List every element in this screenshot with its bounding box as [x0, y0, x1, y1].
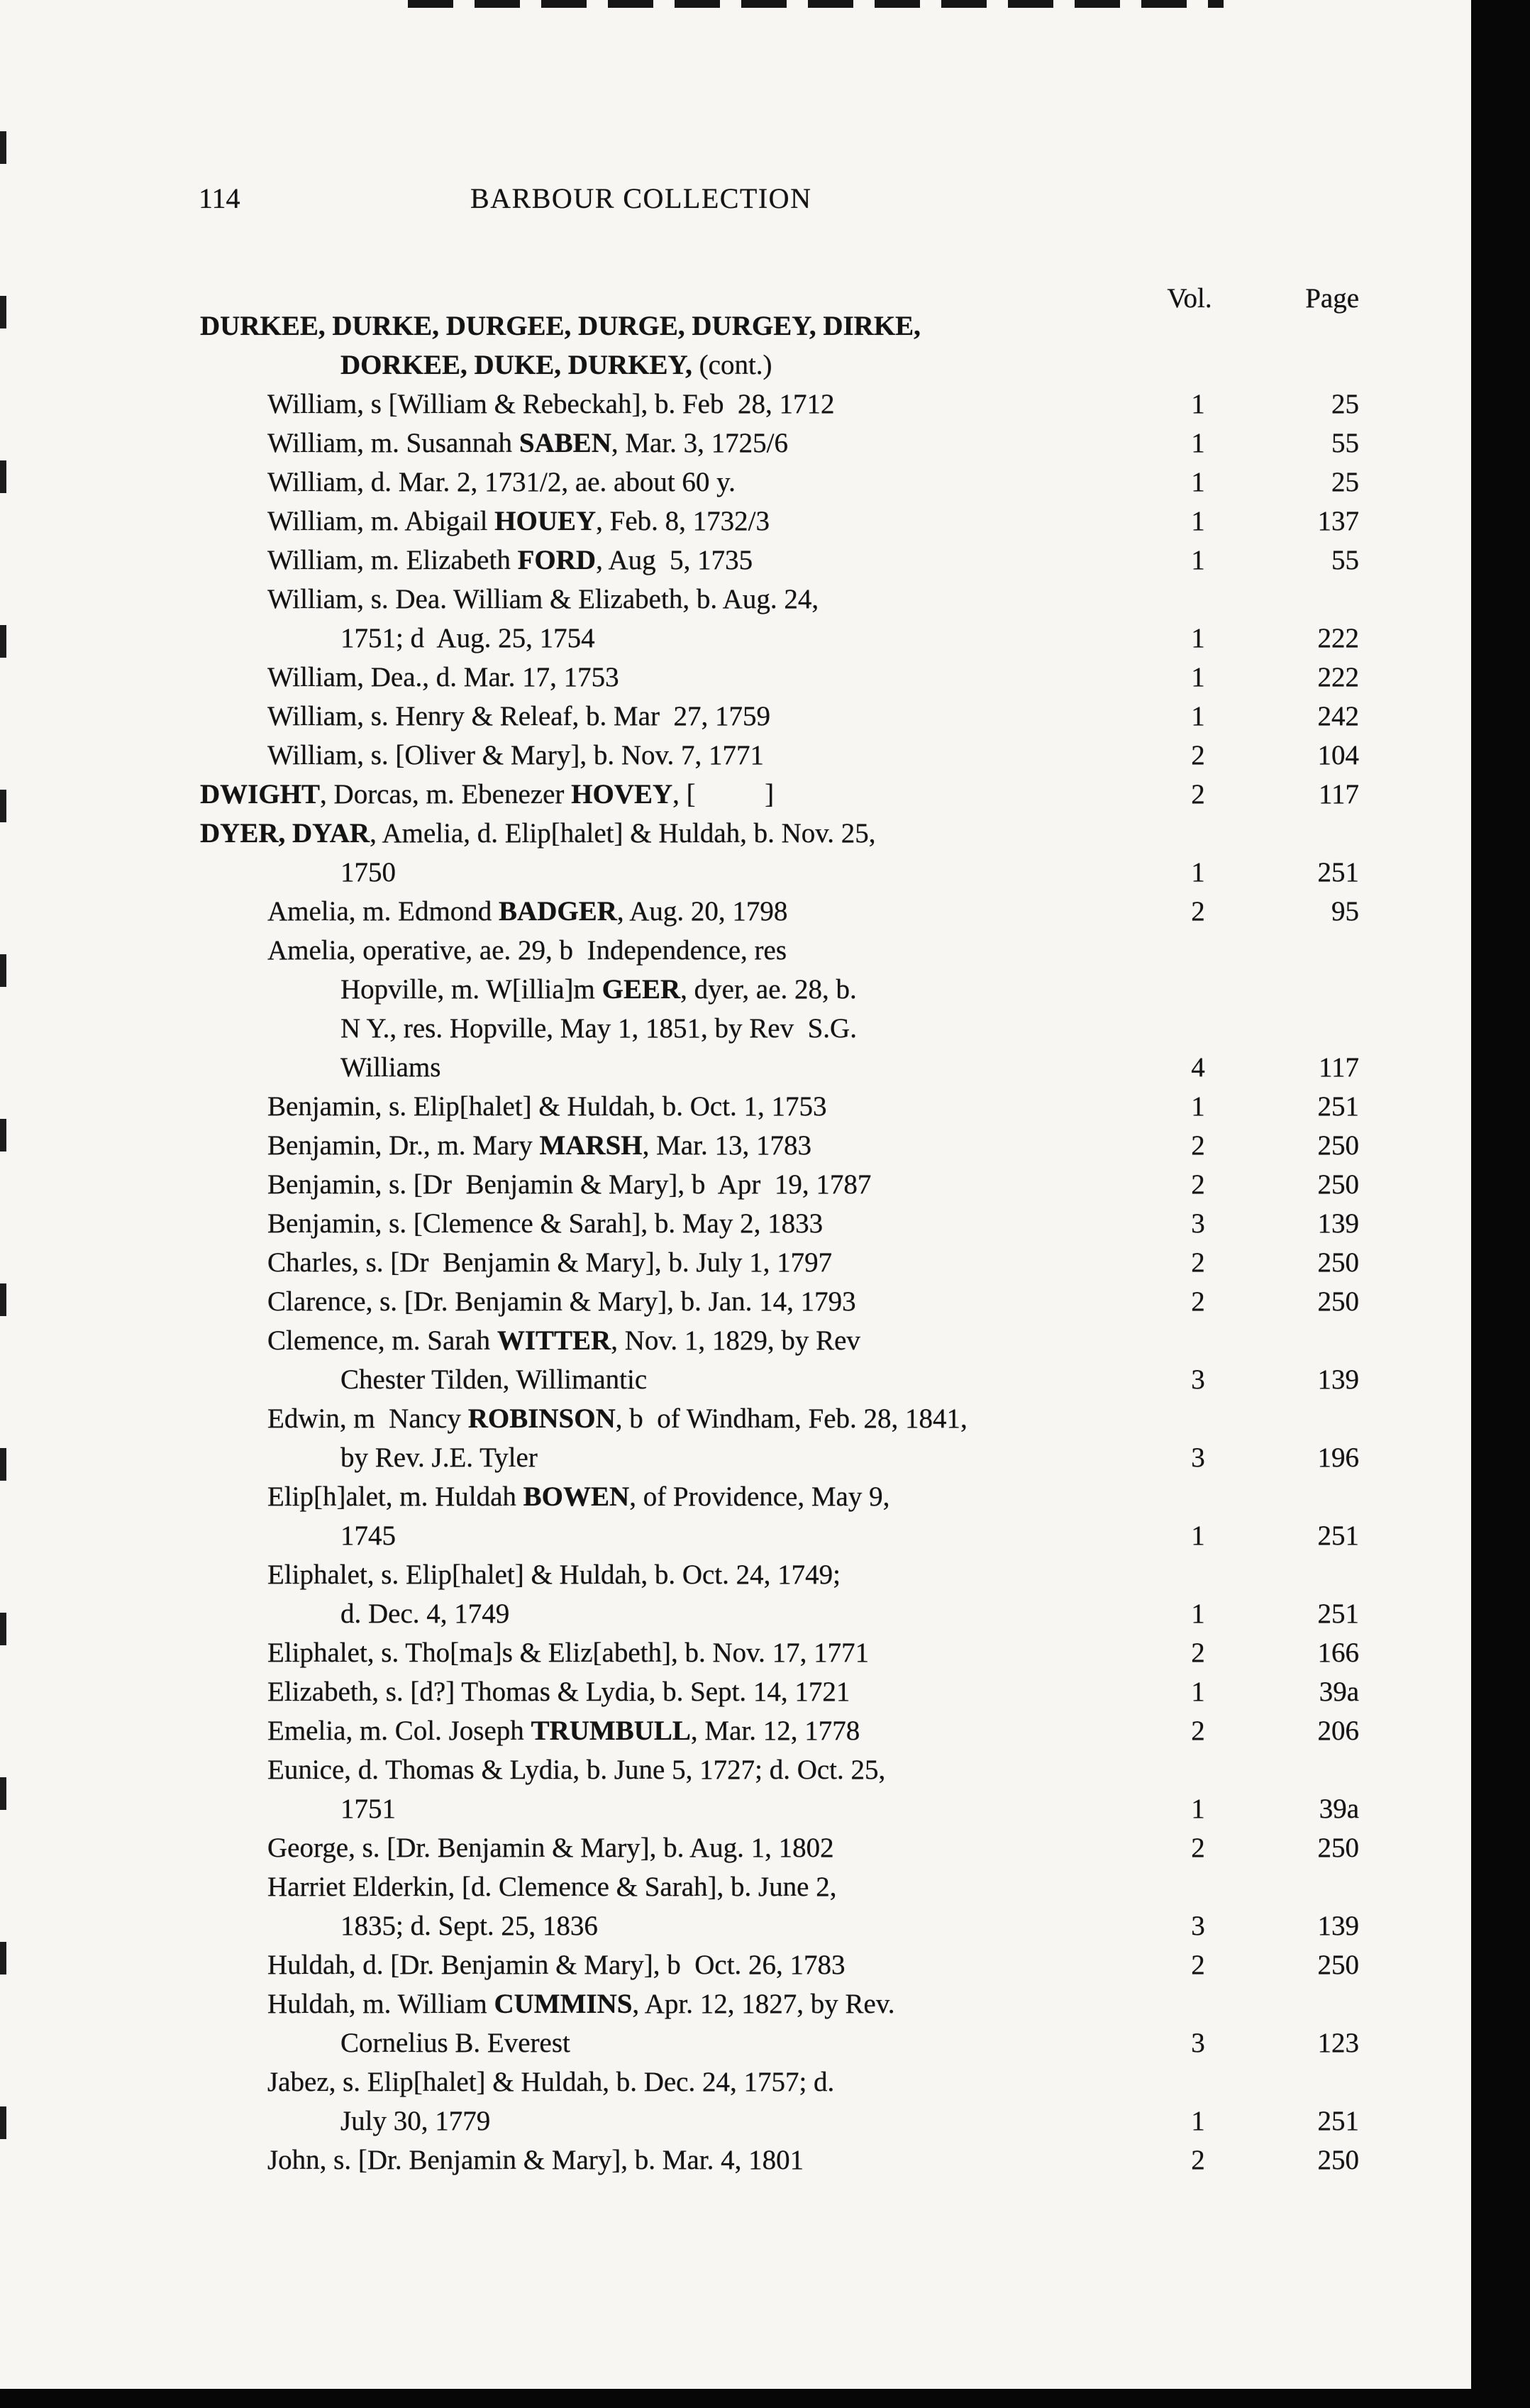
page-value: 137: [1317, 506, 1359, 536]
entry-text: William, m. Elizabeth: [267, 545, 518, 575]
entry-line: [200, 1438, 1392, 1477]
surname-text: WITTER: [497, 1325, 611, 1356]
surname-text: CUMMINS: [494, 1989, 633, 2019]
page-value: 123: [1317, 2028, 1359, 2058]
entry-text: Elizabeth, s. [d?] Thomas & Lydia, b. Sept. 14, 1721: [267, 1677, 850, 1707]
page-value: 251: [1317, 1091, 1359, 1122]
entry: [200, 658, 1392, 697]
entry-line: [200, 2102, 1392, 2141]
entry-line: [200, 1243, 1392, 1282]
entry-text: William, Dea., d. Mar. 17, 1753: [267, 662, 619, 692]
entry: [200, 463, 1392, 502]
entry-line: [200, 1555, 1392, 1594]
entry: [200, 1672, 1392, 1711]
surname-text: GEER: [602, 974, 681, 1005]
surname-text: DYER, DYAR: [200, 818, 370, 849]
vol-value: 1: [1191, 428, 1205, 458]
entry: [200, 1126, 1392, 1165]
entry-text: Benjamin, Dr., m. Mary: [267, 1130, 540, 1161]
page-value: 222: [1317, 662, 1359, 692]
entry-text: , Aug 5, 1735: [596, 545, 753, 575]
entry-text: 1751; d Aug. 25, 1754: [340, 623, 595, 653]
entry-line: [200, 1009, 1392, 1048]
entry: [200, 1477, 1392, 1555]
entry: [200, 2062, 1392, 2141]
vol-value: 1: [1191, 1520, 1205, 1551]
entry-text: , Apr. 12, 1827, by Rev.: [632, 1989, 895, 2019]
vol-value: 3: [1191, 1911, 1205, 1941]
entry-line: [200, 306, 1392, 346]
entry-text: , Mar. 13, 1783: [642, 1130, 811, 1161]
entry-text: Eliphalet, s. Elip[halet] & Huldah, b. Oct. 24, 1749;: [267, 1559, 841, 1590]
surname-text: BADGER: [499, 896, 617, 927]
vol-value: 1: [1191, 1794, 1205, 1824]
page-value: 250: [1317, 1130, 1359, 1161]
surname-text: SABEN: [519, 428, 611, 458]
vol-value: 1: [1191, 623, 1205, 653]
page-value: 25: [1331, 467, 1359, 497]
page-value: 250: [1317, 1833, 1359, 1863]
entry-line: [200, 1048, 1392, 1087]
entry-line: [200, 1789, 1392, 1828]
entry-line: [200, 1204, 1392, 1243]
entry: [200, 814, 1392, 892]
entries: [200, 306, 1392, 2180]
page-value: 39a: [1319, 1794, 1359, 1824]
vol-value: 1: [1191, 857, 1205, 888]
entry-line: [200, 892, 1392, 931]
entry: [200, 1399, 1392, 1477]
entry: [200, 697, 1392, 736]
entry-line: [200, 1984, 1392, 2023]
entry: [200, 385, 1392, 424]
entry-text: 1745: [340, 1520, 396, 1551]
vol-value: 2: [1191, 1833, 1205, 1863]
surname-text: HOUEY: [494, 506, 597, 536]
entry: [200, 541, 1392, 580]
entry-text: Huldah, d. [Dr. Benjamin & Mary], b Oct. 26, 1783: [267, 1950, 846, 1980]
entry-line: [200, 697, 1392, 736]
entry-line: [200, 1477, 1392, 1516]
entry-line: [200, 619, 1392, 658]
entry-line: [200, 1867, 1392, 1906]
entry-line: [200, 1126, 1392, 1165]
vol-value: 2: [1191, 2145, 1205, 2175]
entry: [200, 2141, 1392, 2180]
entry-line: [200, 775, 1392, 814]
entry-text: William, d. Mar. 2, 1731/2, ae. about 60 y.: [267, 467, 736, 497]
entry-text: , b of Windham, Feb. 28, 1841,: [615, 1403, 968, 1434]
entry-line: [200, 1633, 1392, 1672]
page-value: 117: [1318, 779, 1359, 810]
vol-value: 1: [1191, 389, 1205, 419]
entry-text: Benjamin, s. [Dr Benjamin & Mary], b Apr 19, 1787: [267, 1169, 872, 1200]
entry-text: William, s. [Oliver & Mary], b. Nov. 7, 1771: [267, 740, 764, 771]
entry-text: N Y., res. Hopville, May 1, 1851, by Rev S.G.: [340, 1013, 857, 1044]
entry-text: 1751: [340, 1794, 396, 1824]
entry-text: John, s. [Dr. Benjamin & Mary], b. Mar. 4, 1801: [267, 2145, 804, 2175]
entry: [200, 775, 1392, 814]
entry-text: Amelia, m. Edmond: [267, 896, 499, 927]
entry-text: Jabez, s. Elip[halet] & Huldah, b. Dec. 24, 1757; d.: [267, 2067, 835, 2097]
vol-value: 3: [1191, 2028, 1205, 2058]
entry-line: [200, 1672, 1392, 1711]
page-value: 25: [1331, 389, 1359, 419]
entry: [200, 1750, 1392, 1828]
entry-text: d. Dec. 4, 1749: [340, 1598, 510, 1629]
entry-line: [200, 658, 1392, 697]
vol-value: 3: [1191, 1364, 1205, 1395]
vol-value: 2: [1191, 1716, 1205, 1746]
entry: [200, 1282, 1392, 1321]
entry-text: William, s [William & Rebeckah], b. Feb 28, 1712: [267, 389, 835, 419]
entry: [200, 1945, 1392, 1984]
page-number: 114: [199, 182, 240, 214]
vol-value: 1: [1191, 701, 1205, 731]
page-value: 196: [1317, 1442, 1359, 1473]
entry-line: [200, 1945, 1392, 1984]
entry-text: Cornelius B. Everest: [340, 2028, 570, 2058]
entry-text: July 30, 1779: [340, 2106, 491, 2136]
vol-value: 1: [1191, 545, 1205, 575]
entry: [200, 1828, 1392, 1867]
surname-text: BOWEN: [523, 1481, 630, 1512]
page-value: 104: [1317, 740, 1359, 771]
entry-text: William, m. Abigail: [267, 506, 495, 536]
entry-text: Huldah, m. William: [267, 1989, 494, 2019]
entry-line: [200, 541, 1392, 580]
page-value: 222: [1317, 623, 1359, 653]
vol-value: 2: [1191, 1130, 1205, 1161]
entry-text: , Feb. 8, 1732/3: [596, 506, 770, 536]
page-value: 55: [1331, 428, 1359, 458]
entry-line: [200, 1165, 1392, 1204]
entry-line: [200, 346, 1392, 385]
page-value: 250: [1317, 2145, 1359, 2175]
surname-text: MARSH: [539, 1130, 643, 1161]
page-value: 95: [1331, 896, 1359, 927]
entry: [200, 1165, 1392, 1204]
vol-value: 1: [1191, 1598, 1205, 1629]
entry-text: by Rev. J.E. Tyler: [340, 1442, 538, 1473]
entry: [200, 580, 1392, 658]
vol-value: 1: [1191, 1677, 1205, 1707]
surname-text: TRUMBULL: [531, 1716, 691, 1746]
entry-text: Charles, s. [Dr Benjamin & Mary], b. July 1, 1797: [267, 1247, 833, 1278]
scan-artifact-top-dashes: [408, 0, 1224, 8]
entry-line: [200, 1906, 1392, 1945]
entry-text: Clarence, s. [Dr. Benjamin & Mary], b. Jan. 14, 1793: [267, 1286, 856, 1317]
vol-value: 1: [1191, 506, 1205, 536]
page-value: 251: [1317, 2106, 1359, 2136]
scan-edge-right: [1471, 0, 1530, 2408]
entry-line: [200, 463, 1392, 502]
entry-line: [200, 736, 1392, 775]
vol-value: 2: [1191, 779, 1205, 810]
vol-value: 2: [1191, 740, 1205, 771]
scan-edge-bottom: [0, 2389, 1530, 2408]
entry-text: Williams: [340, 1052, 441, 1083]
entry-text: , Nov. 1, 1829, by Rev: [611, 1325, 860, 1356]
page-value: 251: [1317, 1520, 1359, 1551]
entry-text: Hopville, m. W[illia]m: [340, 974, 602, 1005]
entry-line: [200, 424, 1392, 463]
vol-value: 2: [1191, 1286, 1205, 1317]
entry: [200, 1867, 1392, 1945]
entry: [200, 1087, 1392, 1126]
entry: [200, 1711, 1392, 1750]
entry-text: , of Providence, May 9,: [629, 1481, 890, 1512]
entry-text: William, s. Dea. William & Elizabeth, b. Aug. 24,: [267, 584, 819, 614]
entry-text: Benjamin, s. Elip[halet] & Huldah, b. Oct. 1, 1753: [267, 1091, 827, 1122]
entry-text: Emelia, m. Col. Joseph: [267, 1716, 531, 1746]
entry-line: [200, 1750, 1392, 1789]
entry-text: , Aug. 20, 1798: [616, 896, 788, 927]
entry-line: [200, 2062, 1392, 2102]
entry-line: [200, 502, 1392, 541]
entry-line: [200, 814, 1392, 853]
entry-text: (cont.): [692, 350, 772, 380]
entry-text: Elip[h]alet, m. Huldah: [267, 1481, 523, 1512]
page-value: 139: [1317, 1911, 1359, 1941]
vol-value: 2: [1191, 1247, 1205, 1278]
page-value: 55: [1331, 545, 1359, 575]
entry: [200, 931, 1392, 1087]
page-value: 139: [1317, 1364, 1359, 1395]
entry-line: [200, 1399, 1392, 1438]
entry: [200, 1243, 1392, 1282]
surname-text: FORD: [517, 545, 597, 575]
page-value: 39a: [1319, 1677, 1359, 1707]
entry-text: Clemence, m. Sarah: [267, 1325, 497, 1356]
entry-text: 1750: [340, 857, 396, 888]
entry: [200, 502, 1392, 541]
entry-text: William, m. Susannah: [267, 428, 519, 458]
entry: [200, 1204, 1392, 1243]
entry-text: Amelia, operative, ae. 29, b Independence, res: [267, 935, 787, 966]
entry-line: [200, 2141, 1392, 2180]
surname-text: DURKEE, DURKE, DURGEE, DURGE, DURGEY, DIRKE,: [200, 311, 921, 341]
surname-text: DORKEE, DUKE, DURKEY,: [340, 350, 692, 380]
page-value: 250: [1317, 1247, 1359, 1278]
entry-line: [200, 970, 1392, 1009]
vol-value: 1: [1191, 2106, 1205, 2136]
entry-text: Harriet Elderkin, [d. Clemence & Sarah], b. June 2,: [267, 1872, 837, 1902]
page-value: 250: [1317, 1950, 1359, 1980]
entry-line: [200, 1282, 1392, 1321]
entry-line: [200, 2023, 1392, 2062]
page-value: 139: [1317, 1208, 1359, 1239]
page-value: 166: [1317, 1637, 1359, 1668]
page-value: 251: [1317, 857, 1359, 888]
page-value: 250: [1317, 1169, 1359, 1200]
entry: [200, 424, 1392, 463]
entry-line: [200, 1360, 1392, 1399]
entry-line: [200, 385, 1392, 424]
vol-value: 2: [1191, 896, 1205, 927]
surname-text: HOVEY: [571, 779, 673, 810]
entry-line: [200, 1594, 1392, 1633]
entry-text: Chester Tilden, Willimantic: [340, 1364, 648, 1395]
entry-text: Benjamin, s. [Clemence & Sarah], b. May 2, 1833: [267, 1208, 824, 1239]
entry: [200, 1633, 1392, 1672]
entry-line: [200, 1516, 1392, 1555]
page-value: 242: [1317, 701, 1359, 731]
entry: [200, 736, 1392, 775]
vol-value: 3: [1191, 1208, 1205, 1239]
entry: [200, 1321, 1392, 1399]
vol-value: 1: [1191, 467, 1205, 497]
entry-text: , Mar. 3, 1725/6: [611, 428, 789, 458]
entry-text: , [ ]: [672, 779, 775, 810]
vol-value: 3: [1191, 1442, 1205, 1473]
entry: [200, 306, 1392, 385]
vol-value: 2: [1191, 1169, 1205, 1200]
page-value: 250: [1317, 1286, 1359, 1317]
entry-text: Edwin, m Nancy: [267, 1403, 468, 1434]
book-title: BARBOUR COLLECTION: [470, 182, 812, 214]
page-value: 206: [1317, 1716, 1359, 1746]
column-header-page: Page: [1305, 283, 1359, 314]
entry-text: , Amelia, d. Elip[halet] & Huldah, b. Nov. 25,: [370, 818, 876, 849]
entry-text: William, s. Henry & Releaf, b. Mar 27, 1759: [267, 701, 770, 731]
vol-value: 2: [1191, 1637, 1205, 1668]
vol-value: 2: [1191, 1950, 1205, 1980]
entry-line: [200, 853, 1392, 892]
entry: [200, 1555, 1392, 1633]
page-value: 117: [1318, 1052, 1359, 1083]
vol-value: 1: [1191, 662, 1205, 692]
entry-line: [200, 1711, 1392, 1750]
entry: [200, 1984, 1392, 2062]
entry-text: Eliphalet, s. Tho[ma]s & Eliz[abeth], b. Nov. 17, 1771: [267, 1637, 870, 1668]
entry-text: , Dorcas, m. Ebenezer: [320, 779, 572, 810]
entry-text: George, s. [Dr. Benjamin & Mary], b. Aug. 1, 1802: [267, 1833, 834, 1863]
entry: [200, 892, 1392, 931]
surname-text: ROBINSON: [467, 1403, 616, 1434]
entry-text: Eunice, d. Thomas & Lydia, b. June 5, 1727; d. Oct. 25,: [267, 1755, 886, 1785]
entry-text: , dyer, ae. 28, b.: [680, 974, 857, 1005]
entry-text: 1835; d. Sept. 25, 1836: [340, 1911, 598, 1941]
entry-line: [200, 1828, 1392, 1867]
entry-line: [200, 931, 1392, 970]
entry-line: [200, 1087, 1392, 1126]
page-value: 251: [1317, 1598, 1359, 1629]
entry-line: [200, 580, 1392, 619]
entry-line: [200, 1321, 1392, 1360]
entry-text: , Mar. 12, 1778: [690, 1716, 860, 1746]
column-header-vol: Vol.: [1167, 283, 1212, 314]
vol-value: 4: [1191, 1052, 1205, 1083]
vol-value: 1: [1191, 1091, 1205, 1122]
scan-artifact-left-ticks: [0, 131, 6, 2203]
surname-text: DWIGHT: [200, 779, 321, 810]
